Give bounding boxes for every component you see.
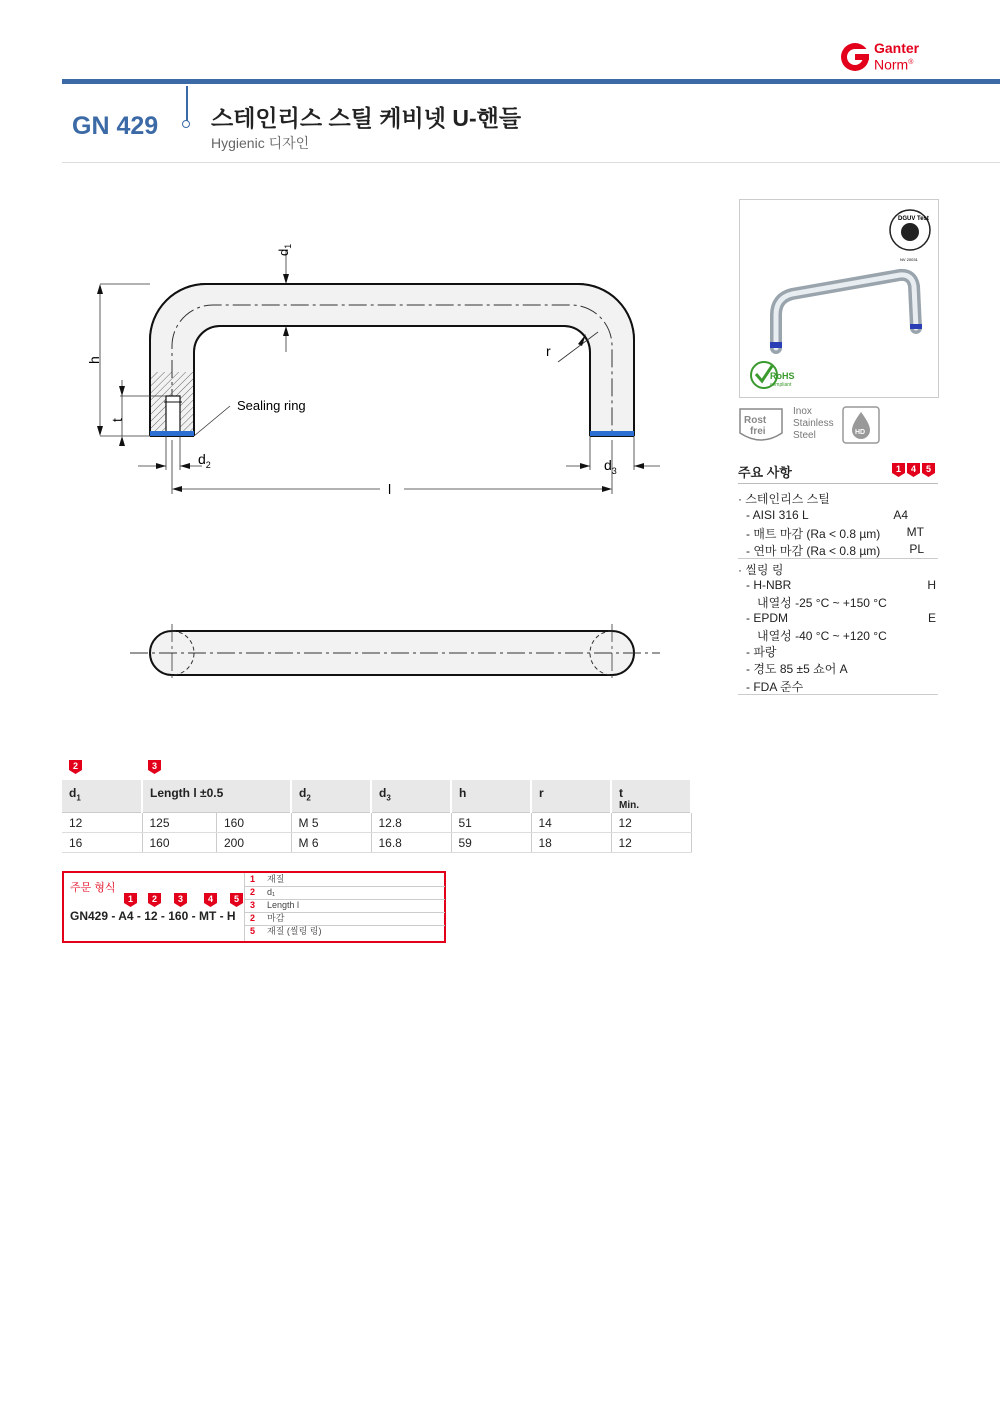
handle-outline-inner bbox=[194, 326, 590, 436]
features-rule bbox=[738, 694, 938, 695]
table-row: 12 125 160 M 5 12.8 51 14 12 bbox=[62, 813, 691, 833]
badge-4: 4 bbox=[907, 463, 920, 477]
order-title: 주문 형식 bbox=[70, 882, 116, 894]
features-badges bbox=[892, 463, 937, 481]
feature-item: - AISI 316 L A4 bbox=[746, 508, 908, 522]
col-h: h bbox=[451, 780, 531, 813]
feature-item: - FDA 준수 bbox=[746, 680, 804, 694]
header-divider bbox=[186, 86, 188, 122]
order-legend-row: 5 재질 (씰링 링) bbox=[250, 926, 322, 936]
order-code: GN429 - A4 - 12 - 160 - MT - H bbox=[70, 909, 236, 923]
page-subtitle: Hygienic 디자인 bbox=[211, 135, 310, 151]
dim-h-label: h bbox=[86, 356, 102, 364]
feature-item: - 연마 마감 (Ra < 0.8 µm) PL bbox=[746, 542, 924, 558]
sealing-ring-label: Sealing ring bbox=[237, 398, 306, 413]
sealing-ring-right bbox=[590, 431, 634, 436]
features-rule bbox=[738, 483, 938, 484]
col-length: Length l ±0.5 bbox=[142, 780, 291, 813]
order-legend-row: 2 마감 bbox=[245, 912, 445, 926]
col-d3: $d_3$ bbox=[371, 780, 451, 813]
col-d1: $d_1$ bbox=[62, 780, 142, 813]
col-t: t Min. bbox=[611, 780, 691, 813]
product-photo bbox=[739, 199, 939, 398]
order-legend-row: 2 d₁ bbox=[245, 886, 445, 900]
badge-5: 5 bbox=[922, 463, 935, 477]
order-legend-row: 3 Length l bbox=[245, 899, 445, 913]
brand-line1: Ganter bbox=[874, 40, 920, 56]
brand-line2: Norm® bbox=[874, 56, 914, 73]
ganter-logo-icon bbox=[840, 42, 870, 72]
sealing-ring-left bbox=[150, 431, 194, 436]
dim-t-label: t bbox=[109, 418, 125, 422]
header-divider-dot bbox=[182, 120, 190, 128]
dim-d2-label: $d_2$ bbox=[198, 451, 211, 470]
dim-r-label: r bbox=[546, 343, 551, 359]
feature-item: 내열성 -40 °C ~ +120 °C bbox=[757, 629, 887, 643]
dguv-number: NV 20031 bbox=[900, 257, 918, 262]
svg-text:HD: HD bbox=[855, 429, 866, 436]
inox-stainless-steel-label: Inox Stainless Steel bbox=[793, 406, 834, 441]
feature-item: - 파랑 bbox=[746, 645, 777, 659]
feature-item: - 매트 마감 (Ra < 0.8 µm) MT bbox=[746, 525, 924, 541]
feature-item: - EPDM E bbox=[746, 611, 936, 625]
badge-2: 2 bbox=[69, 760, 82, 774]
product-code: GN 429 bbox=[72, 112, 159, 140]
rohs-label: RoHS bbox=[770, 371, 795, 381]
dguv-label: DGUV Test bbox=[898, 216, 929, 222]
feature-group-label: · 스테인리스 스틸 bbox=[738, 492, 830, 506]
rost-frei-icon bbox=[738, 407, 784, 443]
features-rule bbox=[738, 558, 938, 559]
badge-3: 3 bbox=[148, 760, 161, 774]
feature-item: - 경도 85 ±5 쇼어 A bbox=[746, 662, 848, 676]
header-bar bbox=[62, 79, 1000, 84]
order-legend bbox=[244, 873, 445, 941]
ganter-logo bbox=[840, 40, 950, 76]
table-badges bbox=[62, 760, 262, 776]
features-title: 주요 사항 bbox=[738, 465, 792, 480]
dim-d3-label: $d_3$ bbox=[604, 457, 617, 476]
order-example-box bbox=[62, 871, 446, 943]
header-rule bbox=[62, 162, 1000, 163]
page-title: 스테인리스 스틸 케비넷 U-핸들 bbox=[211, 105, 522, 131]
dimension-table bbox=[62, 780, 692, 853]
feature-item: 내열성 -25 °C ~ +150 °C bbox=[757, 596, 887, 610]
dim-l-label: l bbox=[388, 481, 392, 497]
table-row: 16 160 200 M 6 16.8 59 18 12 bbox=[62, 833, 691, 853]
dim-d1-label: $d_1$ bbox=[276, 243, 293, 256]
product-photo-graphic bbox=[740, 200, 938, 397]
col-r: r bbox=[531, 780, 611, 813]
order-legend-row: 1 재질 bbox=[245, 873, 445, 887]
svg-text:frei: frei bbox=[750, 426, 766, 437]
col-d2: $d_2$ bbox=[291, 780, 371, 813]
svg-text:Rost: Rost bbox=[744, 415, 767, 426]
feature-group-label: · 씰링 링 bbox=[738, 563, 784, 577]
order-badges: 1 2 3 4 5 bbox=[124, 893, 244, 907]
hygienic-design-icon bbox=[842, 406, 880, 444]
badge-1: 1 bbox=[892, 463, 905, 477]
technical-drawing bbox=[80, 230, 680, 700]
rohs-sub: compliant bbox=[770, 382, 792, 388]
feature-item: - H-NBR H bbox=[746, 578, 936, 592]
